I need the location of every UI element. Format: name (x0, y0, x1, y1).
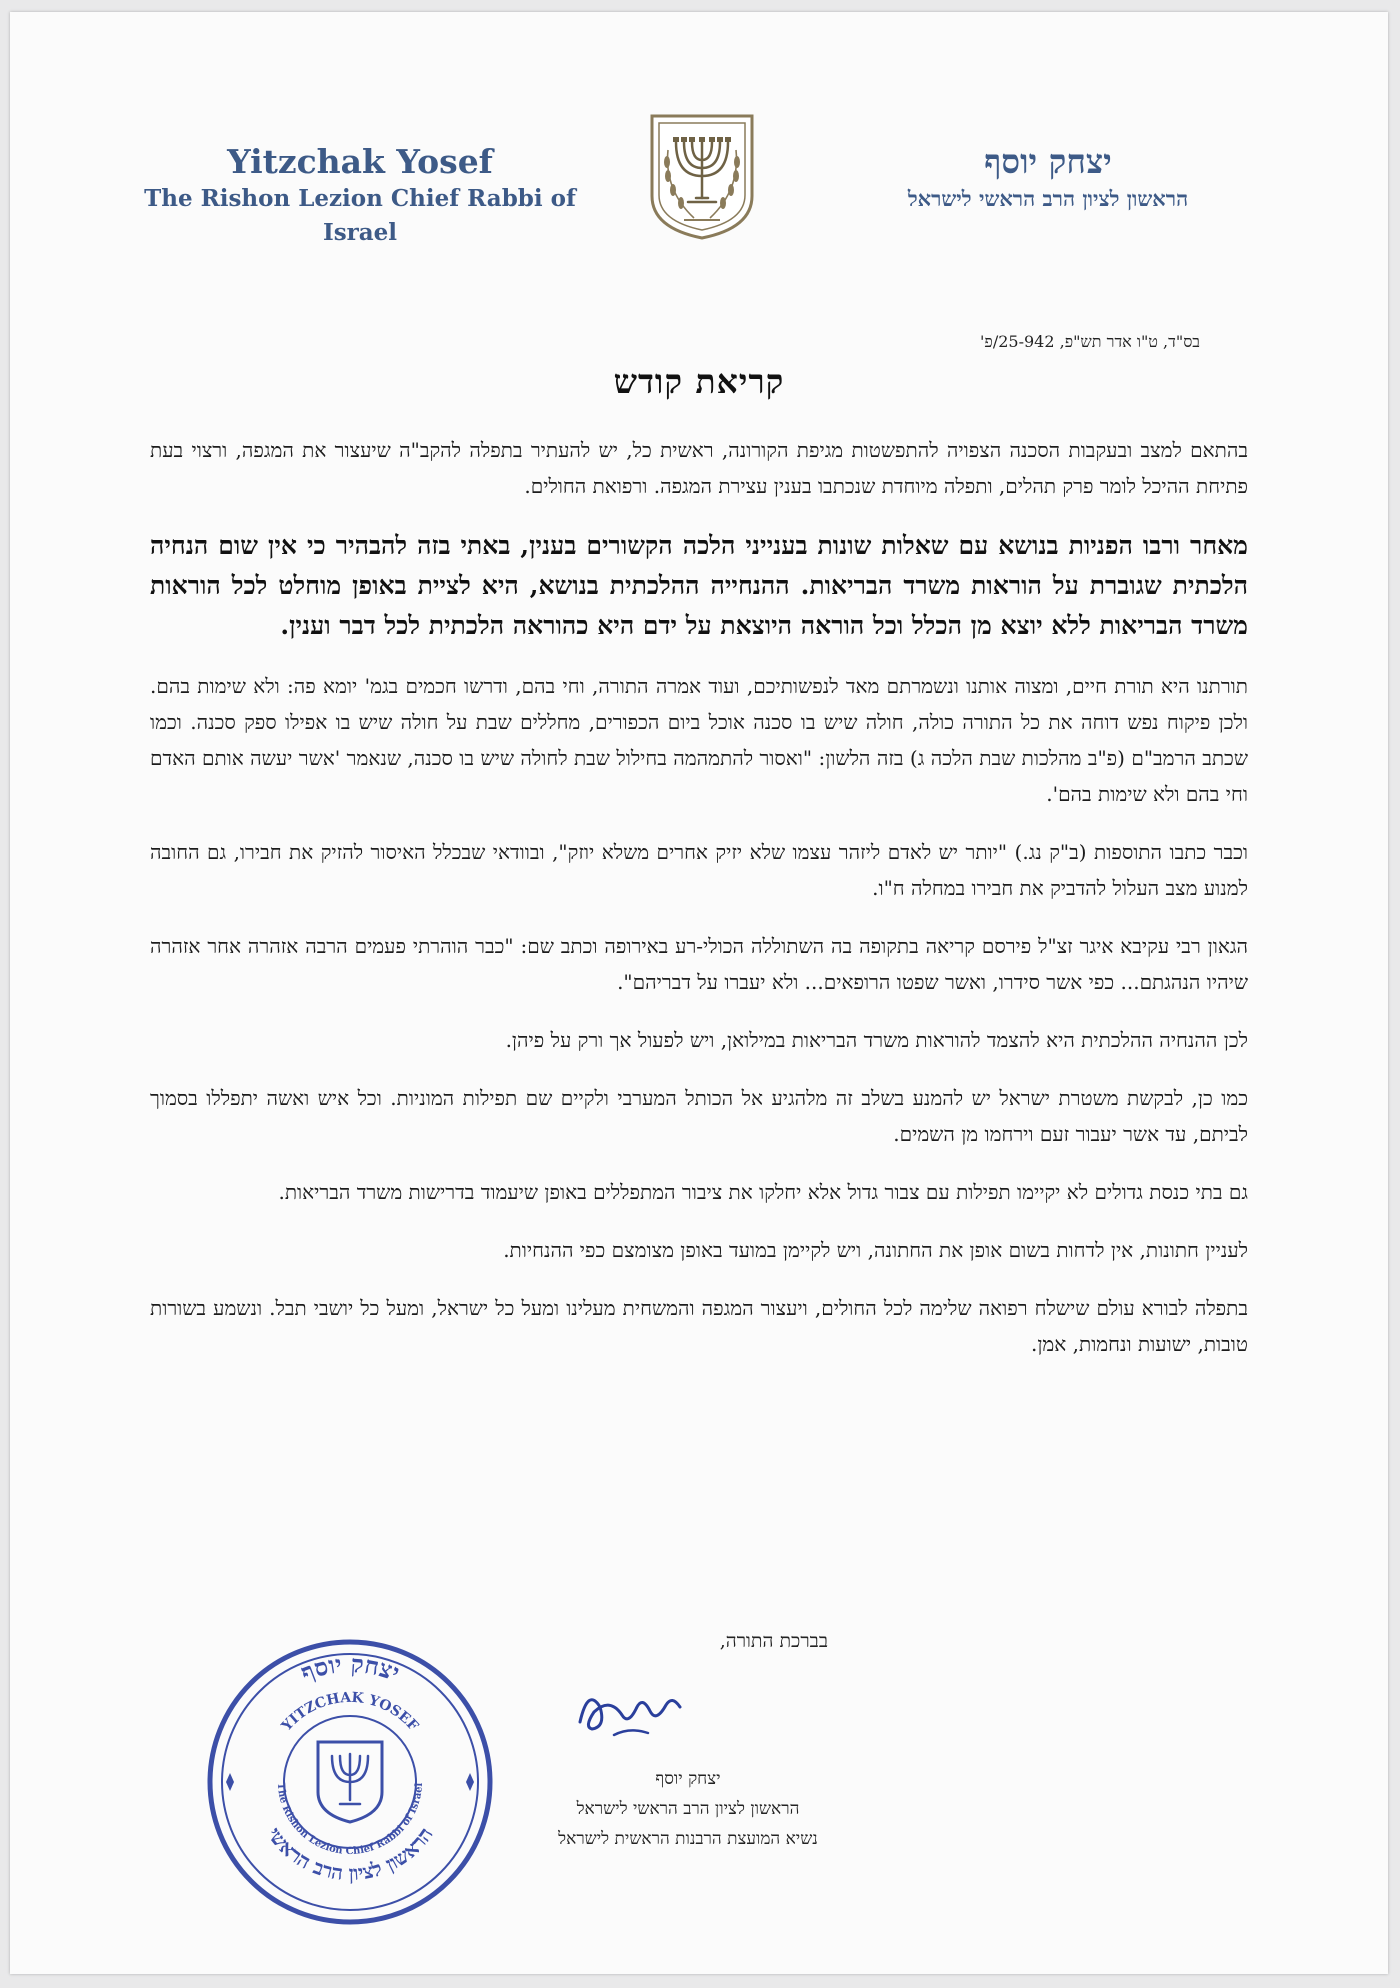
signature-block (528, 1764, 848, 1854)
english-name: Yitzchak Yosef (227, 142, 493, 181)
stamp-hebrew-bottom: הראשון לציון הרב הראשי (262, 1822, 438, 1886)
svg-text:YITZCHAK YOSEF (278, 1690, 421, 1735)
handwritten-signature (570, 1667, 690, 1747)
letter-body (150, 432, 1248, 1384)
state-emblem-icon (646, 110, 758, 242)
stamp-english-top: YITZCHAK YOSEF (278, 1689, 422, 1735)
stamp-emblem-icon (318, 1742, 382, 1822)
paragraph-emphasis: מאחר ורבו הפניות בנושא עם שאלות שונות בענייני הלכה הקשורים בענין, באתי בזה להבהיר כי אין שום הנחיה הלכתית שגוברת על הוראות משרד הבריאות. ההנחייה ההלכתית בנושא, היא לציית באופן מוחלט לכל הוראות משרד הבריאות ללא יוצא מן הכלל וכל הוראה היוצאת על ידם היא כהוראה הלכתית לכל דבר וענין. (150, 531, 1248, 640)
signatory-title-secondary: נשיא המועצת הרבנות הראשית לישראל (558, 1829, 818, 1849)
stamp-english-bottom: The Rishon Lezion Chief Rabbi of Israel (274, 1782, 426, 1857)
english-title: The Rishon Lezion Chief Rabbi of Israel (144, 185, 576, 246)
letterhead-hebrew (808, 142, 1288, 216)
hebrew-name: יצחק יוסף (984, 142, 1112, 181)
paragraph: לכן ההנחיה ההלכתית היא להצמד להוראות משרד הבריאות במילואן, ויש לפעול אך ורק על פיהן. (505, 1028, 1248, 1052)
signatory-title: הראשון לציון הרב הראשי לישראל (576, 1799, 800, 1819)
paragraph: תורתנו היא תורת חיים, ומצוה אותנו ונשמרתם מאד לנפשותיכם, ועוד אמרה התורה, וחי בהם, ודרשו חכמים בגמ' יומא פה: ולא שימות בהם. ולכן פיקוח נפש דוחה את כל התורה כולה, חולה שיש בו סכנה אוכל ביום הכפורים, מחללים שבת על חולה שיש בו אפילו ספק סכנה. וכמו שכתב הרמב"ם (פ"ב מהלכות שבת הלכה ג) בזה הלשון: "ואסור להתמהמה בחילול שבת לחולה שיש בו סכנה, שנאמר 'אשר יעשה אותם האדם וחי בהם ולא שימות בהם'. (150, 674, 1248, 806)
signatory-name: יצחק יוסף (655, 1769, 721, 1789)
document-title: קריאת קודש (613, 362, 785, 401)
dateline: בס"ד, ט"ו אדר תש"פ, 25-942/פ' (980, 332, 1200, 351)
paragraph: בתפלה לבורא עולם שישלח רפואה שלימה לכל החולים, ויעצור המגפה והמשחית מעלינו ומעל כל ישראל, ומעל כל יושבי תבל. ונשמע בשורות טובות, ישועות ונחמות, אמן. (150, 1296, 1248, 1356)
paragraph: גם בתי כנסת גדולים לא יקיימו תפילות עם צבור גדול אלא יחלקו את ציבור המתפללים באופן שיעמוד בדרישות משרד הבריאות. (278, 1180, 1248, 1204)
paragraph: כמו כן, לבקשת משטרת ישראל יש להמנע בשלב זה מלהגיע אל הכותל המערבי ולקיים שם תפילות המוניות. וכל איש ואשה יתפללו בסמוך לביתם, עד אשר יעבור זעם וירחמו מן השמים. (150, 1086, 1248, 1146)
paragraph: וכבר כתבו התוספות (ב"ק נג.) "יותר יש לאדם ליזהר עצמו שלא יזיק אחרים משלא יוזק", ובוודאי שבכלל האיסור להזיק את חבירו, גם החובה למנוע מצב העלול להדביק את חבירו במחלה ח"ו. (150, 840, 1248, 900)
closing-greeting: בברכת התורה, (719, 1630, 828, 1652)
letterhead-english (120, 142, 600, 250)
paragraph: בהתאם למצב ובעקבות הסכנה הצפויה להתפשטות מגיפת הקורונה, ראשית כל, יש להעתיר בתפלה להקב"ה שיעצור את המגפה, ורצוי בעת פתיחת ההיכל לומר פרק תהלים, ותפלה מיוחדת שנכתבו בענין עצירת המגפה. ורפואת החולים. (150, 438, 1248, 498)
official-stamp (200, 1632, 500, 1932)
letter-page (10, 12, 1388, 1974)
stamp-hebrew-top: יצחק יוסף (296, 1648, 404, 1688)
paragraph: הגאון רבי עקיבא איגר זצ"ל פירסם קריאה בתקופה בה השתוללה הכולי-רע באירופה וכתב שם: "כבר הוהרתי פעמים הרבה אזהרה אחר אזהרה שיהיו הנהגתם... כפי אשר סידרו, ואשר שפטו הרופאים... ולא יעברו על דבריהם". (150, 934, 1248, 994)
hebrew-title: הראשון לציון הרב הראשי לישראל (907, 186, 1189, 211)
paragraph: לעניין חתונות, אין לדחות בשום אופן את החתונה, ויש לקיימן במועד באופן מצומצם כפי ההנחיות. (503, 1238, 1248, 1262)
